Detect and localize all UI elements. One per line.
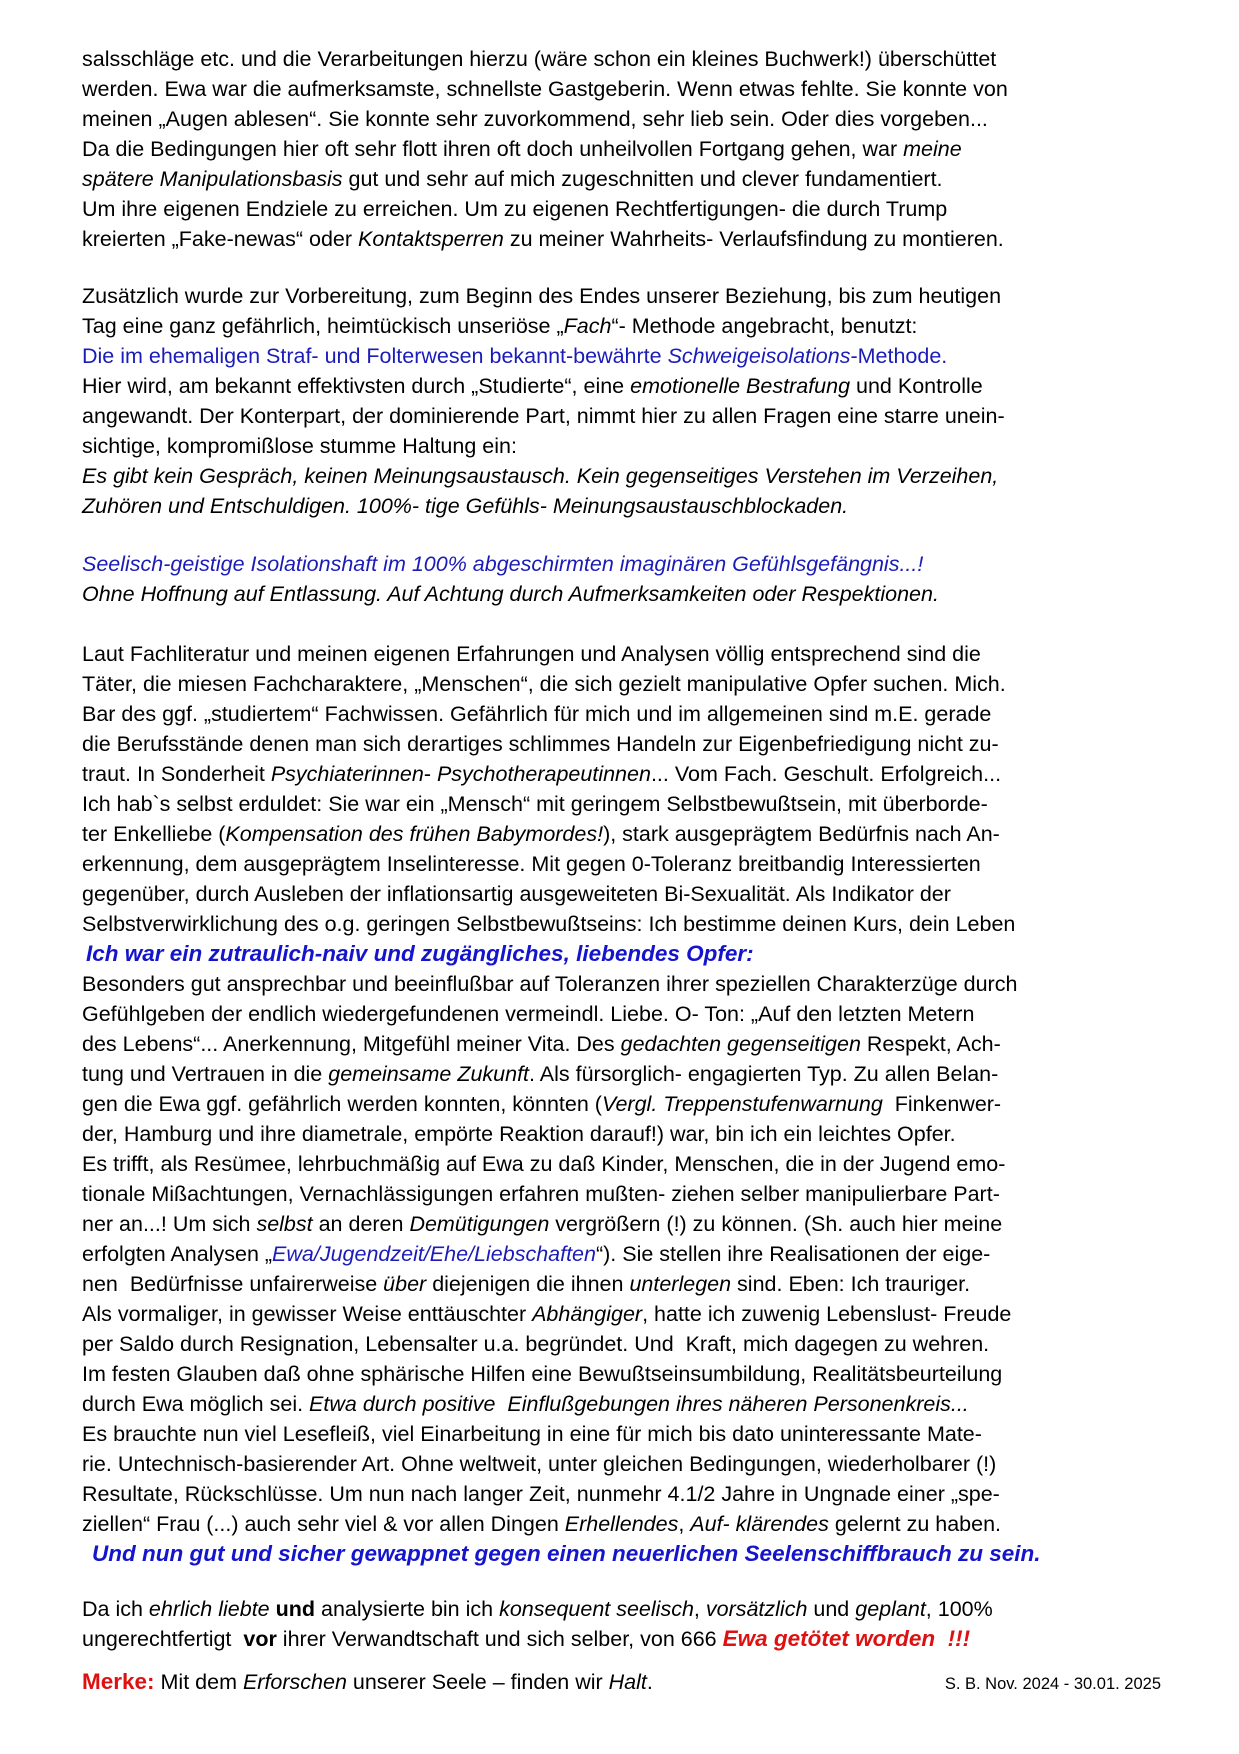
text-line xyxy=(82,699,1161,729)
text-segment: ner an...! Um sich xyxy=(82,1212,257,1236)
text-segment: rie. Untechnisch-basierender Art. Ohne weltweit, unter gleichen Bedingungen, wiederholbarer (!) xyxy=(82,1452,997,1476)
text-line-content xyxy=(82,552,923,576)
text-line-content xyxy=(82,197,947,221)
text-line xyxy=(82,579,1161,609)
text-line-content xyxy=(82,434,517,458)
text-line xyxy=(82,1179,1161,1209)
text-line-content xyxy=(82,1272,970,1296)
text-segment: spätere Manipulationsbasis xyxy=(82,167,343,191)
text-segment: ehrlich liebte xyxy=(148,1597,270,1621)
text-line-content xyxy=(82,344,947,368)
text-segment: konsequent seelisch xyxy=(499,1597,694,1621)
text-segment: ihrer Verwandtschaft und sich selber, von 666 xyxy=(276,1627,723,1651)
text-segment: diejenigen die ihnen xyxy=(426,1272,630,1296)
text-line xyxy=(82,1509,1161,1539)
text-line xyxy=(82,669,1161,699)
text-line xyxy=(82,1359,1161,1389)
text-segment: und xyxy=(807,1597,856,1621)
text-line xyxy=(82,1209,1161,1239)
text-segment: kreierten „Fake-newas“ oder xyxy=(82,227,359,251)
text-line-content xyxy=(82,77,1008,101)
text-line-content xyxy=(82,1597,993,1621)
paragraph-merke xyxy=(82,1667,1161,1697)
text-segment: nen Bedürfnisse unfairerweise xyxy=(82,1272,384,1296)
text-segment: Hier wird, am bekannt effektivsten durch „Studierte“, eine xyxy=(82,374,631,398)
text-segment: des Lebens“... Anerkennung, Mitgefühl meiner Vita. Des xyxy=(82,1032,621,1056)
text-segment: Selbstverwirklichung des o.g. geringen Selbstbewußtseins: Ich bestimme deinen Kurs, dein Leben xyxy=(82,912,1016,936)
text-segment: Mit dem xyxy=(154,1670,243,1694)
text-line xyxy=(82,224,1161,254)
text-segment: zu meiner Wahrheits- Verlaufsfindung zu montieren. xyxy=(503,227,1004,251)
text-line xyxy=(82,1269,1161,1299)
text-segment: “). Sie stellen ihre Realisationen der eige- xyxy=(595,1242,991,1266)
text-segment: ungerechtfertigt xyxy=(82,1627,244,1651)
text-segment: Halt xyxy=(608,1670,647,1694)
text-segment: meinen „Augen ablesen“. Sie konnte sehr zuvorkommend, sehr lieb sein. Oder dies vorgeben... xyxy=(82,107,988,131)
text-line-content xyxy=(82,314,917,338)
text-line xyxy=(82,44,1161,74)
text-line-content xyxy=(82,822,1000,846)
text-line xyxy=(82,1059,1161,1089)
text-line xyxy=(82,729,1161,759)
text-line-content xyxy=(82,1092,1001,1116)
text-segment: Und nun gut und sicher gewappnet gegen einen neuerlichen Seelenschiffbrauch zu sein. xyxy=(92,1541,1041,1566)
text-segment: ), stark ausgeprägtem Bedürfnis nach An- xyxy=(603,822,1000,846)
text-line xyxy=(82,371,1161,401)
text-segment: Resultate, Rückschlüsse. Um nun nach langer Zeit, nunmehr 4.1/2 Jahre in Ungnade einer „spe- xyxy=(82,1482,1000,1506)
text-segment: und xyxy=(269,1597,321,1621)
text-segment: gen die Ewa ggf. gefährlich werden konnten, könnten ( xyxy=(82,1092,602,1116)
text-line xyxy=(82,879,1161,909)
text-segment: Fach xyxy=(563,314,612,338)
text-line xyxy=(82,401,1161,431)
text-segment: gedachten gegenseitigen xyxy=(620,1032,861,1056)
text-segment: Auf- klärendes xyxy=(690,1512,829,1536)
text-segment: Abhängiger xyxy=(532,1302,643,1326)
text-segment: durch Ewa möglich sei. xyxy=(82,1392,310,1416)
text-segment: Die im ehemaligen Straf- und Folterwesen bekannt-bewährte xyxy=(82,344,668,368)
text-line-content xyxy=(92,1542,1040,1566)
text-line-content xyxy=(82,1667,653,1697)
text-segment: Psychiaterinnen xyxy=(270,762,424,786)
text-segment: werden. Ewa war die aufmerksamste, schnellste Gastgeberin. Wenn etwas fehlte. Sie konnte von xyxy=(82,77,1008,101)
text-line-content xyxy=(82,732,999,756)
text-line xyxy=(82,759,1161,789)
text-line-content xyxy=(82,672,1006,696)
text-segment: , hatte ich zuwenig Lebenslust- Freude xyxy=(642,1302,1012,1326)
text-segment: ... Vom Fach. Geschult. Erfolgreich... xyxy=(650,762,1002,786)
text-segment: - xyxy=(423,762,437,786)
text-line-content xyxy=(82,167,943,191)
text-segment: vorsätzlich xyxy=(705,1597,808,1621)
text-segment: Respekt, Ach- xyxy=(860,1032,1001,1056)
text-line-content xyxy=(82,1332,989,1356)
text-segment: tung und Vertrauen in die xyxy=(82,1062,329,1086)
text-segment: Es brauchte nun viel Lesefleiß, viel Einarbeitung in eine für mich bis dato uninteressante Mate- xyxy=(82,1422,982,1446)
text-line-content xyxy=(82,1182,1000,1206)
paragraph-isolationshaft xyxy=(82,549,1161,609)
text-segment: Es trifft, als Resümee, lehrbuchmäßig auf Ewa zu daß Kinder, Menschen, die in der Jugend emo- xyxy=(82,1152,1006,1176)
paragraph-methode xyxy=(82,281,1161,521)
text-segment: Als vormaliger, in gewisser Weise enttäuschter xyxy=(82,1302,533,1326)
text-line-content xyxy=(82,1452,996,1476)
text-line-content xyxy=(82,852,981,876)
paragraph-intro xyxy=(82,44,1161,254)
text-line xyxy=(82,1419,1161,1449)
text-segment: erkennung, dem ausgeprägtem Inselinteresse. Mit gegen 0-Toleranz breitbandig Interessierten xyxy=(82,852,981,876)
text-segment: gegenüber, durch Ausleben der inflationsartig ausgeweiteten Bi-Sexualität. Als Indikator der xyxy=(82,882,951,906)
text-segment: und Kontrolle xyxy=(850,374,983,398)
text-line-content xyxy=(82,464,998,488)
text-segment: ziellen“ Frau (...) auch sehr viel & vor allen Dingen xyxy=(82,1512,565,1536)
text-line-content xyxy=(82,882,951,906)
text-line xyxy=(82,431,1161,461)
text-line xyxy=(82,74,1161,104)
text-line xyxy=(82,789,1161,819)
text-segment: Ich war ein zutraulich-naiv und zugängliches, liebendes Opfer: xyxy=(86,941,754,966)
text-line xyxy=(82,1299,1161,1329)
text-segment: Kontaktsperren xyxy=(358,227,504,251)
paragraph-analyse xyxy=(82,639,1161,1569)
text-line-content xyxy=(82,642,981,666)
text-segment: Täter, die miesen Fachcharaktere, „Menschen“, die sich gezielt manipulative Opfer suchen. Mich. xyxy=(82,672,1006,696)
text-line xyxy=(82,281,1161,311)
text-line xyxy=(82,1449,1161,1479)
text-line-content xyxy=(82,582,939,606)
text-line-content xyxy=(82,1122,956,1146)
text-segment: Bar des ggf. „studiertem“ Fachwissen. Gefährlich für mich und im allgemeinen sind m.E. gerade xyxy=(82,702,992,726)
text-segment: Seelisch-geistige Isolationshaft im 100% abgeschirmten imaginären Gefühlsgefängnis...! xyxy=(82,552,924,576)
text-segment: vor xyxy=(243,1627,277,1651)
text-segment: Gefühlgeben der endlich wiedergefundenen vermeindl. Liebe. O- Ton: „Auf den letzten Metern xyxy=(82,1002,975,1026)
text-segment: angewandt. Der Konterpart, der dominierende Part, nimmt hier zu allen Fragen eine starre unein- xyxy=(82,404,1005,428)
text-segment: Erhellendes xyxy=(564,1512,679,1536)
text-line-content xyxy=(82,702,991,726)
text-segment: sind. Eben: Ich trauriger. xyxy=(731,1272,971,1296)
text-segment: Demütigungen xyxy=(409,1212,550,1236)
text-line-content xyxy=(82,137,962,161)
text-line xyxy=(82,134,1161,164)
text-line-content xyxy=(82,1152,1005,1176)
text-segment: -Methode. xyxy=(850,344,948,368)
text-segment: Tag eine ganz gefährlich, heimtückisch unseriöse „ xyxy=(82,314,564,338)
text-segment: unserer Seele – finden wir xyxy=(346,1670,609,1694)
text-line xyxy=(82,939,1161,969)
text-line xyxy=(82,999,1161,1029)
text-segment: ter Enkelliebe ( xyxy=(82,822,226,846)
text-segment: per Saldo durch Resignation, Lebensalter u.a. begründet. Und Kraft, mich dagegen zu wehren. xyxy=(82,1332,990,1356)
text-line xyxy=(82,1479,1161,1509)
text-line-content xyxy=(82,1302,1011,1326)
text-segment: Psychotherapeutinnen xyxy=(436,762,651,786)
text-segment: , xyxy=(693,1597,706,1621)
text-line-content xyxy=(82,404,1005,428)
text-line-content xyxy=(82,1422,982,1446)
text-segment: über xyxy=(383,1272,427,1296)
text-segment: gemeinsame Zukunft xyxy=(328,1062,530,1086)
text-line xyxy=(82,549,1161,579)
text-line xyxy=(82,491,1161,521)
text-line xyxy=(82,341,1161,371)
text-line xyxy=(82,311,1161,341)
text-segment: traut. In Sonderheit xyxy=(82,762,271,786)
text-line xyxy=(82,819,1161,849)
text-line xyxy=(82,849,1161,879)
text-segment: Um ihre eigenen Endziele zu erreichen. Um zu eigenen Rechtfertigungen- die durch Trump xyxy=(82,197,948,221)
text-segment: Ich hab`s selbst erduldet: Sie war ein „Mensch“ mit geringem Selbstbewußtsein, mit überborde- xyxy=(82,792,988,816)
text-segment: Kompensation des frühen Babymordes! xyxy=(225,822,604,846)
text-line-content xyxy=(82,1512,1001,1536)
text-segment: “- Methode angebracht, benutzt: xyxy=(611,314,918,338)
text-line xyxy=(82,461,1161,491)
text-line xyxy=(82,1539,1161,1569)
text-segment: Merke: xyxy=(82,1669,155,1694)
text-line xyxy=(82,1389,1161,1419)
text-line xyxy=(82,1667,1161,1697)
text-line xyxy=(82,1594,1161,1624)
text-segment: erfolgten Analysen „ xyxy=(82,1242,273,1266)
text-segment: der, Hamburg und ihre diametrale, empörte Reaktion darauf!) war, bin ich ein leichtes Opfer. xyxy=(82,1122,956,1146)
text-line-content xyxy=(82,1212,1002,1236)
text-line xyxy=(82,969,1161,999)
text-line xyxy=(82,1089,1161,1119)
text-line xyxy=(82,639,1161,669)
text-line xyxy=(82,1329,1161,1359)
text-segment: unterlegen xyxy=(629,1272,732,1296)
text-segment: Ohne Hoffnung auf Entlassung. Auf Achtung durch Aufmerksamkeiten oder Respektionen. xyxy=(82,582,939,606)
text-line-content xyxy=(82,762,1001,786)
text-segment: selbst xyxy=(256,1212,313,1236)
text-line-content xyxy=(82,1627,970,1651)
text-line xyxy=(82,909,1161,939)
text-line-content xyxy=(82,1002,974,1026)
text-line-content xyxy=(82,792,988,816)
text-line-content xyxy=(82,1392,969,1416)
text-segment: Etwa durch positive Einflußgebungen ihres näheren Personenkreis... xyxy=(309,1392,969,1416)
text-segment: gelernt zu haben. xyxy=(828,1512,1002,1536)
text-segment: sichtige, kompromißlose stumme Haltung ein: xyxy=(82,434,517,458)
text-segment: Da die Bedingungen hier oft sehr flott ihren oft doch unheilvollen Fortgang gehen, war xyxy=(82,137,904,161)
text-segment: Ewa/Jugendzeit/Ehe/Liebschaften xyxy=(272,1242,596,1266)
text-line-content xyxy=(82,107,988,131)
text-segment: Erforschen xyxy=(242,1670,347,1694)
text-line xyxy=(82,1119,1161,1149)
text-segment: die Berufsstände denen man sich derartiges schlimmes Handeln zur Eigenbefriedigung nicht zu- xyxy=(82,732,999,756)
text-segment: Besonders gut ansprechbar und beeinflußbar auf Toleranzen ihrer speziellen Charakterzüge durch xyxy=(82,972,1018,996)
text-line-content xyxy=(82,494,848,518)
text-line-content xyxy=(82,1242,990,1266)
text-segment: geplant xyxy=(855,1597,926,1621)
text-segment: Da ich xyxy=(82,1597,149,1621)
text-segment: Laut Fachliteratur und meinen eigenen Erfahrungen und Analysen völlig entsprechend sind die xyxy=(82,642,981,666)
text-line-content xyxy=(82,1062,998,1086)
text-line-content xyxy=(82,1362,1002,1386)
text-line xyxy=(82,1239,1161,1269)
text-segment: , xyxy=(678,1512,691,1536)
text-line xyxy=(82,194,1161,224)
text-segment: analysierte bin ich xyxy=(321,1597,500,1621)
text-line-content xyxy=(82,227,1004,251)
text-segment: salsschläge etc. und die Verarbeitungen hierzu (wäre schon ein kleines Buchwerk!) überschüttet xyxy=(82,47,997,71)
paragraph-fazit xyxy=(82,1594,1161,1654)
text-line-content xyxy=(82,972,1017,996)
text-segment: Zuhören und Entschuldigen. 100%- tige Gefühls- Meinungsaustauschblockaden. xyxy=(82,494,849,518)
text-line-content xyxy=(82,284,1001,308)
text-segment: Zusätzlich wurde zur Vorbereitung, zum Beginn des Endes unserer Beziehung, bis zum heutigen xyxy=(82,284,1002,308)
text-segment: an deren xyxy=(312,1212,410,1236)
text-line-content xyxy=(86,942,754,966)
text-segment: Finkenwer- xyxy=(882,1092,1002,1116)
text-segment: vergrößern (!) zu können. (Sh. auch hier meine xyxy=(549,1212,1003,1236)
signature-date: S. B. Nov. 2024 - 30.01. 2025 xyxy=(944,1675,1161,1693)
text-segment: tionale Mißachtungen, Vernachlässigungen erfahren mußten- ziehen selber manipulierbare Part- xyxy=(82,1182,1000,1206)
text-line xyxy=(82,164,1161,194)
text-line-content xyxy=(82,1032,1001,1056)
text-segment: Schweigeisolations xyxy=(667,344,851,368)
text-line xyxy=(82,1029,1161,1059)
text-segment: Vergl. Treppenstufenwarnung xyxy=(601,1092,883,1116)
text-line-content xyxy=(82,1482,1000,1506)
text-line-content xyxy=(82,47,996,71)
text-segment: meine xyxy=(903,137,962,161)
text-line xyxy=(82,1149,1161,1179)
text-segment: Es gibt kein Gespräch, keinen Meinungsaustausch. Kein gegenseitiges Verstehen im Verzeihen, xyxy=(82,464,999,488)
text-line xyxy=(82,104,1161,134)
text-line-content xyxy=(82,912,1015,936)
text-segment: . Als fürsorglich- engagierten Typ. Zu allen Belan- xyxy=(529,1062,999,1086)
text-segment: gut und sehr auf mich zugeschnitten und clever fundamentiert. xyxy=(342,167,943,191)
text-line-content xyxy=(82,374,983,398)
text-segment: Im festen Glauben daß ohne sphärische Hilfen eine Bewußtseinsumbildung, Realitätsbeurteilung xyxy=(82,1362,1003,1386)
text-segment: , 100% xyxy=(925,1597,993,1621)
text-line xyxy=(82,1624,1161,1654)
text-segment: emotionelle Bestrafung xyxy=(630,374,851,398)
text-segment: Ewa getötet worden !!! xyxy=(722,1626,971,1651)
text-segment: . xyxy=(646,1670,653,1694)
